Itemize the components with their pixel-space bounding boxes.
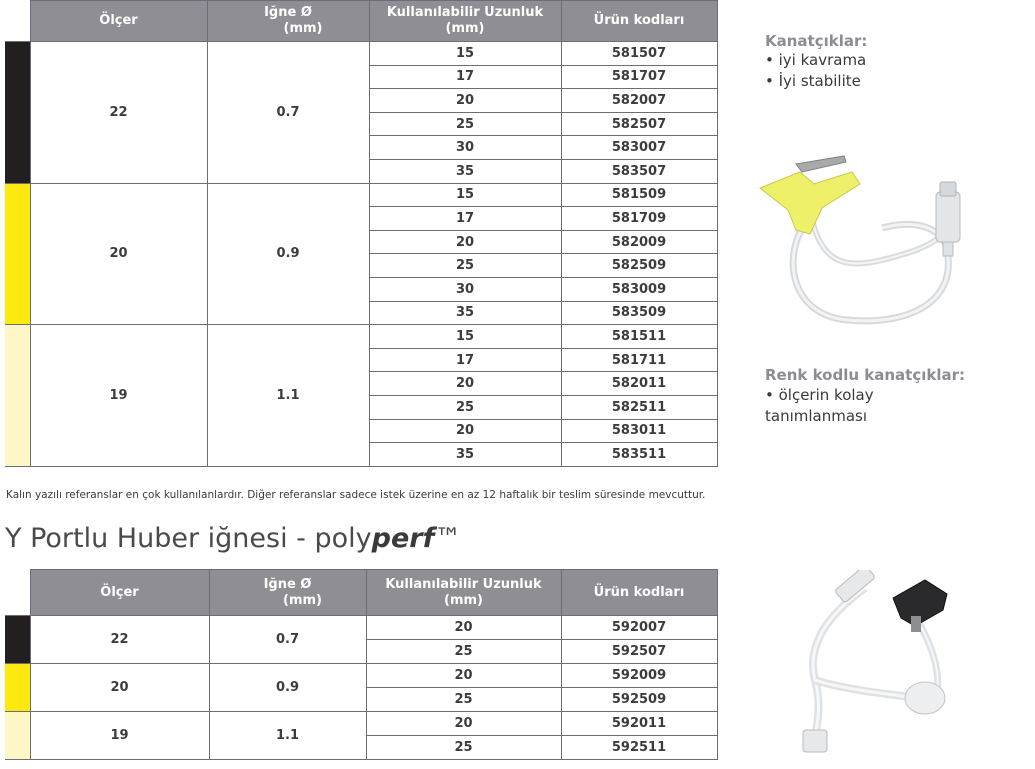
- product-code-cell: 592509: [561, 688, 717, 712]
- color-swatch: [5, 183, 30, 325]
- gauge-header: Ölçer: [30, 1, 207, 42]
- length-cell: 25: [366, 736, 561, 760]
- length-cell: 17: [369, 65, 561, 89]
- product-code-cell: 583007: [561, 136, 717, 160]
- wings-title: Kanatçıklar:: [765, 32, 868, 50]
- length-cell: 20: [366, 664, 561, 688]
- color-coded-wings-text: • ölçerin kolay tanımlanması: [765, 386, 874, 425]
- length-cell: 30: [369, 136, 561, 160]
- product-code-cell: 582509: [561, 254, 717, 278]
- product-code-cell: 583009: [561, 277, 717, 301]
- product-code-cell: 592007: [561, 616, 717, 640]
- product-code-cell: 581511: [561, 325, 717, 349]
- table-row: [5, 325, 717, 349]
- diameter-cell: 1.1: [207, 325, 369, 467]
- table-row: [5, 183, 717, 207]
- product-code-cell: 582511: [561, 395, 717, 419]
- footnote: Kalın yazılı referanslar en çok kullanılanlardır. Diğer referanslar sadece istek üzerine en az 12 haftalık bir teslim süresinde mevcuttur.: [6, 489, 706, 501]
- needle-diameter-header: Iğne Ø (mm): [207, 1, 369, 42]
- product-table-1: [5, 0, 718, 467]
- product-code-cell: 583511: [561, 443, 717, 467]
- product-code-cell: 583509: [561, 301, 717, 325]
- product-code-cell: 592511: [561, 736, 717, 760]
- product-code-cell: 581509: [561, 183, 717, 207]
- table-row: [5, 664, 717, 688]
- length-cell: 35: [369, 443, 561, 467]
- length-cell: 20: [369, 419, 561, 443]
- diameter-cell: 0.9: [209, 664, 366, 712]
- diameter-cell: 1.1: [209, 712, 366, 760]
- product-code-cell: 592009: [561, 664, 717, 688]
- gauge-header: Ölçer: [30, 570, 209, 616]
- product-code-cell: 582507: [561, 112, 717, 136]
- product-code-cell: 582009: [561, 230, 717, 254]
- product-code-cell: 581507: [561, 42, 717, 66]
- usable-length-header: Kullanılabilir Uzunluk (mm): [366, 570, 561, 616]
- gauge-cell: 20: [30, 664, 209, 712]
- diameter-cell: 0.7: [209, 616, 366, 664]
- diameter-cell: 0.7: [207, 42, 369, 184]
- color-swatch: [5, 664, 30, 712]
- product-codes-header: Ürün kodları: [561, 570, 717, 616]
- usable-length-header: Kullanılabilir Uzunluk (mm): [369, 1, 561, 42]
- section-title: Y Portlu Huber iğnesi - polyperf™: [5, 523, 462, 554]
- wings-list: [765, 50, 866, 92]
- table-row: [5, 42, 717, 66]
- product-code-cell: 592507: [561, 640, 717, 664]
- table-row: [5, 616, 717, 640]
- diameter-cell: 0.9: [207, 183, 369, 325]
- length-cell: 15: [369, 325, 561, 349]
- product-code-cell: 582011: [561, 372, 717, 396]
- gauge-cell: 20: [30, 183, 207, 325]
- length-cell: 25: [366, 688, 561, 712]
- length-cell: 25: [369, 395, 561, 419]
- color-swatch: [5, 616, 30, 664]
- color-coded-wings-title: Renk kodlu kanatçıklar:: [765, 366, 965, 384]
- length-cell: 25: [366, 640, 561, 664]
- length-cell: 20: [366, 712, 561, 736]
- color-swatch: [5, 42, 30, 184]
- product-code-cell: 583507: [561, 159, 717, 183]
- gauge-cell: 19: [30, 325, 207, 467]
- swatch-header-blank: [5, 570, 30, 616]
- length-cell: 20: [369, 89, 561, 113]
- winged-needle-product-image: [752, 150, 984, 340]
- length-cell: 35: [369, 159, 561, 183]
- length-cell: 15: [369, 42, 561, 66]
- gauge-cell: 22: [30, 616, 209, 664]
- y-port-huber-needle-image: [775, 570, 975, 760]
- length-cell: 20: [369, 372, 561, 396]
- gauge-cell: 22: [30, 42, 207, 184]
- product-table-2: [5, 569, 718, 760]
- color-swatch: [5, 712, 30, 760]
- swatch-header-blank: [5, 1, 30, 42]
- length-cell: 20: [366, 616, 561, 640]
- wings-item: • iyi kavrama: [765, 51, 867, 69]
- table-row: [5, 712, 717, 736]
- length-cell: 25: [369, 254, 561, 278]
- product-code-cell: 582007: [561, 89, 717, 113]
- length-cell: 25: [369, 112, 561, 136]
- length-cell: 35: [369, 301, 561, 325]
- length-cell: 30: [369, 277, 561, 301]
- product-code-cell: 581711: [561, 348, 717, 372]
- product-code-cell: 583011: [561, 419, 717, 443]
- wings-item: • İyi stabilite: [765, 72, 861, 90]
- length-cell: 17: [369, 207, 561, 231]
- color-swatch: [5, 325, 30, 467]
- length-cell: 17: [369, 348, 561, 372]
- length-cell: 20: [369, 230, 561, 254]
- length-cell: 15: [369, 183, 561, 207]
- product-code-cell: 581707: [561, 65, 717, 89]
- product-codes-header: Ürün kodları: [561, 1, 717, 42]
- product-code-cell: 592011: [561, 712, 717, 736]
- needle-diameter-header: Iğne Ø (mm): [209, 570, 366, 616]
- gauge-cell: 19: [30, 712, 209, 760]
- product-code-cell: 581709: [561, 207, 717, 231]
